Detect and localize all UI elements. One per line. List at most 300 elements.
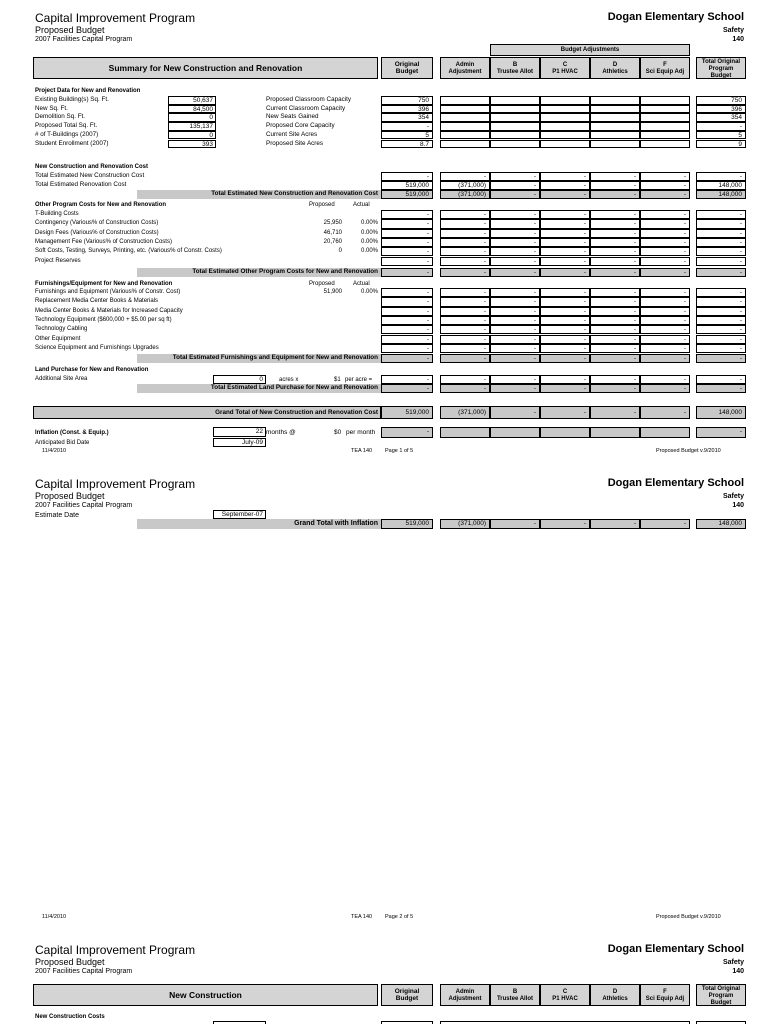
value-cell-f: - (640, 210, 690, 219)
project-cell-d (590, 96, 640, 105)
value-cell-b: - (490, 247, 540, 256)
value-cell-c: - (540, 210, 590, 219)
value-cell-orig: - (381, 316, 433, 325)
value-cell-total: - (696, 335, 746, 344)
value-cell-orig: - (381, 268, 433, 277)
value-cell-total: - (696, 257, 746, 266)
value-cell-f: - (640, 316, 690, 325)
year-line: 2007 Facilities Capital Program (35, 36, 133, 43)
value-cell-orig: - (381, 307, 433, 316)
value-cell-b: - (490, 229, 540, 238)
value-cell-c: - (540, 325, 590, 334)
value-cell-f: - (640, 335, 690, 344)
budget-subtitle: Proposed Budget (35, 491, 105, 501)
school-name: Dogan Elementary School (607, 477, 744, 489)
project-right-label: Proposed Classroom Capacity (266, 96, 352, 103)
school-name: Dogan Elementary School (607, 11, 744, 23)
land-per: per acre = (345, 377, 373, 383)
value-cell-d: - (590, 219, 640, 228)
value-cell-orig: - (381, 335, 433, 344)
actual-header: Actual (353, 202, 370, 208)
land-acres-input: 0 (213, 375, 266, 384)
grand-inflation-label: Grand Total with Inflation (294, 520, 378, 527)
column-header-d: D Athletics (590, 57, 640, 79)
project-label: Student Enrollment (2007) (35, 139, 109, 147)
project-cell-total: - (696, 122, 746, 131)
value-cell-d: - (590, 288, 640, 297)
project-cell-admin (440, 105, 490, 114)
grand-inflation-cell-orig: 519,000 (381, 519, 433, 529)
column-header-f: F Sci Equip Adj (640, 57, 690, 79)
value-cell-f: - (640, 268, 690, 277)
other-cost-actual: 0.00% (360, 238, 378, 245)
furnishings-actual: 0.00% (360, 289, 378, 295)
inflation-cell-total: - (696, 427, 746, 438)
grand-total-cell-d: - (590, 406, 640, 419)
inflation-cell-b (490, 427, 540, 438)
value-cell-d: - (590, 210, 640, 219)
section-title-new-construction: New Construction (33, 984, 378, 1006)
grand-total-cell-total: 148,000 (696, 406, 746, 419)
project-value: 50,637 (168, 96, 216, 105)
land-unit: acres x (279, 377, 299, 383)
project-cell-f (640, 96, 690, 105)
grand-inflation-cell-d: - (590, 519, 640, 529)
value-cell-d: - (590, 172, 640, 181)
project-cell-f (640, 122, 690, 131)
other-cost-label: Soft Costs, Testing, Surveys, Printing, etc. (Various% of Constr. Costs) (35, 248, 222, 255)
project-cell-orig: 8.7 (381, 140, 433, 149)
inflation-cell-admin (440, 427, 490, 438)
value-cell-admin: - (440, 307, 490, 316)
program-title: Capital Improvement Program (35, 943, 196, 957)
value-cell-c: - (540, 354, 590, 363)
project-cell-d (590, 113, 640, 122)
value-cell-total: - (696, 268, 746, 277)
grand-total-cell-c: - (540, 406, 590, 419)
ncr-label: Total Estimated Renovation Cost (35, 181, 127, 188)
value-cell-b: - (490, 307, 540, 316)
value-cell-c: - (540, 229, 590, 238)
project-cell-total: 9 (696, 140, 746, 149)
value-cell-admin: - (440, 375, 490, 384)
column-header-admin: Admin Adjustment (440, 984, 490, 1006)
value-cell-d: - (590, 316, 640, 325)
project-cell-d (590, 122, 640, 131)
school-name: Dogan Elementary School (607, 943, 744, 955)
value-cell-total: - (696, 325, 746, 334)
value-cell-orig: 519,000 (381, 190, 433, 199)
project-right-label: New Seats Gained (266, 113, 319, 121)
value-cell-c: - (540, 238, 590, 247)
value-cell-d: - (590, 268, 640, 277)
value-cell-d: - (590, 344, 640, 353)
value-cell-total: - (696, 316, 746, 325)
value-cell-b: - (490, 297, 540, 306)
column-header-c: C P1 HVAC (540, 57, 590, 79)
project-cell-f (640, 113, 690, 122)
value-cell-d: - (590, 238, 640, 247)
ncr-total-label: Total Estimated New Construction and Renovation Cost (211, 190, 378, 197)
project-value: 135,137 (168, 122, 216, 131)
project-cell-c (540, 140, 590, 149)
other-cost-actual: 0.00% (360, 248, 378, 255)
value-cell-admin: - (440, 288, 490, 297)
project-right-label: Proposed Core Capacity (266, 122, 335, 130)
other-cost-proposed: 25,950 (323, 220, 342, 227)
project-cell-total: 354 (696, 113, 746, 122)
other-cost-proposed: 0 (338, 248, 342, 255)
value-cell-c: - (540, 297, 590, 306)
value-cell-f: - (640, 181, 690, 190)
value-cell-orig: - (381, 384, 433, 393)
other-cost-label: T-Building Costs (35, 211, 79, 217)
project-cell-f (640, 131, 690, 140)
value-cell-admin: - (440, 172, 490, 181)
year-line: 2007 Facilities Capital Program (35, 968, 133, 975)
value-cell-total: - (696, 307, 746, 316)
value-cell-c: - (540, 335, 590, 344)
grand-total-cell-b: - (490, 406, 540, 419)
value-cell-admin: - (440, 210, 490, 219)
value-cell-d: - (590, 335, 640, 344)
value-cell-d: - (590, 384, 640, 393)
other-cost-proposed: 46,710 (323, 229, 342, 236)
value-cell-orig: - (381, 219, 433, 228)
value-cell-d: - (590, 297, 640, 306)
project-label: Proposed Total Sq. Ft. (35, 122, 98, 130)
category-code: 140 (732, 968, 744, 975)
land-title: Land Purchase for New and Renovation (35, 367, 149, 373)
project-cell-total: 396 (696, 105, 746, 114)
grand-inflation-cell-f: - (640, 519, 690, 529)
value-cell-b: - (490, 384, 540, 393)
category-code: 140 (732, 502, 744, 509)
project-label: # of T-Buildings (2007) (35, 130, 99, 138)
value-cell-f: - (640, 288, 690, 297)
value-cell-f: - (640, 307, 690, 316)
project-cell-b (490, 96, 540, 105)
project-cell-orig: 396 (381, 105, 433, 114)
actual-header: Actual (353, 281, 370, 287)
grand-total-cell-f: - (640, 406, 690, 419)
program-title: Capital Improvement Program (35, 11, 196, 25)
value-cell-total: - (696, 229, 746, 238)
other-cost-label: Project Reserves (35, 257, 81, 264)
footer-date: 11/4/2010 (42, 914, 67, 920)
value-cell-d: - (590, 229, 640, 238)
project-cell-orig: 750 (381, 96, 433, 105)
value-cell-b: - (490, 190, 540, 199)
inflation-cell-d (590, 427, 640, 438)
value-cell-admin: - (440, 316, 490, 325)
value-cell-total: - (696, 219, 746, 228)
category-label: Safety (722, 493, 744, 500)
value-cell-b: - (490, 219, 540, 228)
project-cell-f (640, 105, 690, 114)
value-cell-total: - (696, 297, 746, 306)
column-header-d: D Athletics (590, 984, 640, 1006)
value-cell-c: - (540, 247, 590, 256)
furnishings-label: Science Equipment and Furnishings Upgrades (35, 344, 159, 351)
proposed-header: Proposed (309, 202, 335, 208)
value-cell-c: - (540, 181, 590, 190)
project-cell-d (590, 131, 640, 140)
project-right-label: Current Classroom Capacity (266, 104, 346, 112)
value-cell-b: - (490, 354, 540, 363)
value-cell-b: - (490, 172, 540, 181)
value-cell-admin: - (440, 268, 490, 277)
value-cell-total: - (696, 354, 746, 363)
value-cell-orig: - (381, 325, 433, 334)
bid-date-value: July-09 (213, 438, 266, 447)
inflation-cell-orig: - (381, 427, 433, 438)
project-cell-total: 750 (696, 96, 746, 105)
value-cell-d: - (590, 325, 640, 334)
value-cell-d: - (590, 190, 640, 199)
estimate-date-label: Estimate Date (35, 512, 79, 519)
value-cell-f: - (640, 375, 690, 384)
value-cell-d: - (590, 257, 640, 266)
inflation-label: Inflation (Const. & Equip.) (35, 430, 109, 436)
value-cell-d: - (590, 375, 640, 384)
grand-inflation-cell-b: - (490, 519, 540, 529)
value-cell-c: - (540, 384, 590, 393)
value-cell-f: - (640, 238, 690, 247)
year-line: 2007 Facilities Capital Program (35, 502, 133, 509)
value-cell-f: - (640, 344, 690, 353)
value-cell-admin: - (440, 247, 490, 256)
value-cell-admin: (371,000) (440, 190, 490, 199)
project-value: 0 (168, 113, 216, 122)
other-title: Other Program Costs for New and Renovation (35, 202, 167, 208)
other-cost-proposed: 20,760 (323, 238, 342, 245)
value-cell-c: - (540, 172, 590, 181)
budget-adjustments-banner: Budget Adjustments (490, 44, 690, 56)
value-cell-total: - (696, 172, 746, 181)
value-cell-b: - (490, 325, 540, 334)
furnishings-label: Furnishings and Equipment (Various% of Constr. Cost) (35, 289, 181, 295)
proposed-header: Proposed (309, 281, 335, 287)
project-right-label: Current Site Acres (266, 130, 318, 138)
value-cell-total: - (696, 247, 746, 256)
project-value: 0 (168, 131, 216, 140)
furnishings-title: Furnishings/Equipment for New and Renovation (35, 281, 173, 287)
footer-date: 11/4/2010 (42, 448, 67, 454)
land-rate: $1 (334, 377, 341, 383)
value-cell-admin: - (440, 297, 490, 306)
value-cell-orig: 519,000 (381, 181, 433, 190)
project-label: Demolition Sq. Ft. (35, 113, 86, 121)
grand-total-cell-orig: 519,000 (381, 406, 433, 419)
category-label: Safety (722, 959, 744, 966)
grand-total-cell-admin: (371,000) (440, 406, 490, 419)
footer-tea: TEA 140 (351, 914, 373, 920)
value-cell-orig: - (381, 229, 433, 238)
value-cell-admin: - (440, 238, 490, 247)
value-cell-d: - (590, 307, 640, 316)
value-cell-b: - (490, 316, 540, 325)
value-cell-b: - (490, 181, 540, 190)
project-cell-total: 5 (696, 131, 746, 140)
value-cell-f: - (640, 354, 690, 363)
value-cell-c: - (540, 288, 590, 297)
value-cell-c: - (540, 257, 590, 266)
value-cell-admin: - (440, 384, 490, 393)
footer-tea: TEA 140 (351, 448, 373, 454)
project-cell-admin (440, 113, 490, 122)
category-code: 140 (732, 36, 744, 43)
project-right-label: Proposed Site Acres (266, 139, 324, 147)
category-label: Safety (722, 27, 744, 34)
column-header-f: F Sci Equip Adj (640, 984, 690, 1006)
column-header-original: Original Budget (381, 57, 433, 79)
value-cell-b: - (490, 238, 540, 247)
value-cell-f: - (640, 247, 690, 256)
other-cost-label: Design Fees (Various% of Construction Costs) (35, 229, 159, 236)
land-total-label: Total Estimated Land Purchase for New and Renovation (210, 384, 378, 391)
other-cost-actual: 0.00% (360, 220, 378, 227)
value-cell-total: - (696, 375, 746, 384)
value-cell-orig: - (381, 375, 433, 384)
project-cell-b (490, 113, 540, 122)
inflation-rate-label: per month (346, 429, 376, 436)
value-cell-f: - (640, 172, 690, 181)
inflation-months-label: months @ (266, 429, 296, 436)
grand-inflation-cell-admin: (371,000) (440, 519, 490, 529)
furnishings-total-label: Total Estimated Furnishings and Equipment for New and Renovation (172, 354, 378, 361)
bid-date-label: Anticipated Bid Date (35, 440, 90, 446)
value-cell-b: - (490, 335, 540, 344)
value-cell-admin: - (440, 344, 490, 353)
project-cell-c (540, 113, 590, 122)
value-cell-c: - (540, 190, 590, 199)
project-label: New Sq. Ft. (35, 104, 68, 112)
column-header-total: Total Original Program Budget (696, 57, 746, 79)
project-cell-orig: 5 (381, 131, 433, 140)
footer-page: Page 2 of 5 (385, 914, 414, 920)
grand-inflation-cell-c: - (540, 519, 590, 529)
project-data-title: Project Data for New and Renovation (35, 88, 141, 94)
value-cell-total: 148,000 (696, 190, 746, 199)
project-cell-orig: 354 (381, 113, 433, 122)
budget-subtitle: Proposed Budget (35, 957, 105, 967)
value-cell-b: - (490, 210, 540, 219)
footer-version: Proposed Budget v.9/2010 (656, 914, 721, 920)
value-cell-c: - (540, 268, 590, 277)
footer-page: Page 1 of 5 (385, 448, 414, 454)
other-cost-label: Contingency (Various% of Construction Costs) (35, 220, 159, 227)
value-cell-b: - (490, 257, 540, 266)
value-cell-f: - (640, 325, 690, 334)
project-cell-b (490, 105, 540, 114)
value-cell-admin: - (440, 335, 490, 344)
value-cell-b: - (490, 288, 540, 297)
value-cell-orig: - (381, 238, 433, 247)
furnishings-label: Technology Equipment ($600,000 + $5.00 per sq ft) (35, 316, 172, 323)
value-cell-orig: - (381, 354, 433, 363)
value-cell-b: - (490, 375, 540, 384)
column-header-admin: Admin Adjustment (440, 57, 490, 79)
value-cell-f: - (640, 229, 690, 238)
value-cell-d: - (590, 354, 640, 363)
project-value: 84,500 (168, 105, 216, 114)
value-cell-b: - (490, 344, 540, 353)
project-cell-c (540, 96, 590, 105)
column-header-original: Original Budget (381, 984, 433, 1006)
value-cell-total: - (696, 288, 746, 297)
value-cell-admin: - (440, 257, 490, 266)
project-cell-admin (440, 140, 490, 149)
furnishings-label: Media Center Books & Materials for Increased Capacity (35, 307, 183, 314)
land-label: Additional Site Area (35, 376, 88, 382)
value-cell-admin: - (440, 229, 490, 238)
value-cell-f: - (640, 190, 690, 199)
value-cell-c: - (540, 316, 590, 325)
value-cell-admin: - (440, 219, 490, 228)
project-cell-b (490, 140, 540, 149)
value-cell-admin: - (440, 354, 490, 363)
inflation-cell-f (640, 427, 690, 438)
value-cell-f: - (640, 257, 690, 266)
furnishings-proposed: 51,900 (323, 289, 342, 295)
value-cell-orig: - (381, 344, 433, 353)
project-cell-admin (440, 122, 490, 131)
value-cell-c: - (540, 219, 590, 228)
project-cell-d (590, 105, 640, 114)
value-cell-b: - (490, 268, 540, 277)
column-header-c: C P1 HVAC (540, 984, 590, 1006)
furnishings-label: Technology Cabling (35, 326, 88, 333)
value-cell-admin: - (440, 325, 490, 334)
value-cell-orig: - (381, 257, 433, 266)
value-cell-d: - (590, 247, 640, 256)
value-cell-total: - (696, 384, 746, 393)
value-cell-orig: - (381, 297, 433, 306)
project-label: Existing Building(s) Sq. Ft. (35, 96, 109, 103)
grand-inflation-cell-total: 148,000 (696, 519, 746, 529)
furnishings-label: Replacement Media Center Books & Materials (35, 298, 159, 305)
inflation-cell-c (540, 427, 590, 438)
value-cell-c: - (540, 375, 590, 384)
inflation-rate: $0 (334, 429, 342, 436)
other-total-label: Total Estimated Other Program Costs for New and Renovation (192, 268, 378, 275)
value-cell-c: - (540, 307, 590, 316)
value-cell-admin: (371,000) (440, 181, 490, 190)
ncr-label: Total Estimated New Construction Cost (35, 172, 145, 179)
furnishings-label: Other Equipment (35, 335, 81, 342)
column-header-b: B Trustee Allot (490, 984, 540, 1006)
estimate-date-value: September-07 (213, 510, 266, 519)
other-cost-actual: 0.00% (360, 229, 378, 236)
value-cell-orig: - (381, 172, 433, 181)
value-cell-total: - (696, 238, 746, 247)
value-cell-c: - (540, 344, 590, 353)
project-value: 393 (168, 140, 216, 149)
project-cell-c (540, 105, 590, 114)
value-cell-orig: - (381, 247, 433, 256)
value-cell-f: - (640, 219, 690, 228)
value-cell-total: - (696, 210, 746, 219)
other-cost-label: Management Fee (Various% of Construction Costs) (35, 238, 172, 245)
project-cell-b (490, 122, 540, 131)
value-cell-total: - (696, 344, 746, 353)
column-header-total: Total Original Program Budget (696, 984, 746, 1006)
value-cell-d: - (590, 181, 640, 190)
value-cell-total: 148,000 (696, 181, 746, 190)
value-cell-orig: - (381, 288, 433, 297)
value-cell-orig: - (381, 210, 433, 219)
